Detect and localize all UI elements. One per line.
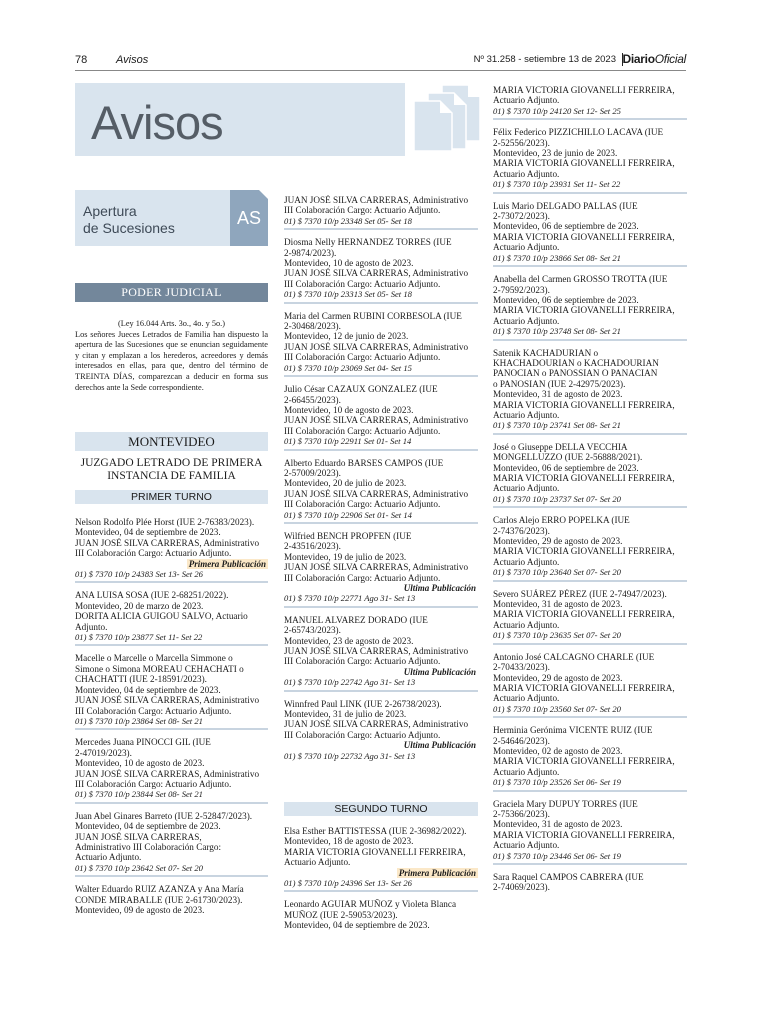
notice-entry	[75, 811, 268, 877]
notice-line: 2-75366/2023).	[493, 808, 550, 819]
publication-status: Ultima Publicación	[403, 583, 476, 593]
notice-line: MARIA VICTORIA GIOVANELLI FERREIRA,	[493, 829, 675, 840]
notice-reference: 01) $ 7370 10/p 22911 Set 01- Set 14	[284, 436, 412, 447]
notice-line: JUAN JOSÉ SILVA CARRERAS, Administrativo	[284, 719, 469, 730]
notice-line: Montevideo, 29 de agosto de 2023.	[493, 536, 623, 547]
notice-line: 2-66455/2023).	[284, 394, 341, 405]
notice-line: Montevideo, 19 de julio de 2023.	[284, 551, 407, 562]
intro-text: Los señores Jueces Letrados de Familia han dispuesto la apertura de las Sucesiones que se enuncian seguidamente y citan y emplazan a los herederos, acreedores y demás interesados en ellas, para que, dentro del término de TREINTA DÍAS, comparezcan a deducir en forma sus derechos ante la Sede correspondiente.	[75, 329, 268, 392]
notice-line: Actuario Adjunto.	[493, 168, 560, 179]
notice-line: MARIA VICTORIA GIOVANELLI FERREIRA,	[493, 609, 675, 620]
notice-line: Administrativo III Colaboración Cargo:	[75, 841, 222, 852]
issue-date: Nº 31.258 - setiembre 13 de 2023	[473, 54, 616, 65]
notice-line: MONGELLUZZO (IUE 2-56888/2021).	[493, 452, 643, 463]
notice-line: JUAN JOSÉ SILVA CARRERAS, Administrativo	[284, 268, 469, 279]
notice-reference: 01) $ 7370 10/p 24396 Set 13- Set 26	[284, 878, 412, 889]
notice-line: ANA LUISA SOSA (IUE 2-68251/2022).	[75, 590, 229, 601]
notice-entry	[493, 725, 687, 791]
notice-line: 2-54646/2023).	[493, 735, 550, 746]
notice-line: JUAN JOSÉ SILVA CARRERAS, Administrativo	[75, 695, 260, 706]
notice-line: Montevideo, 23 de junio de 2023.	[493, 148, 618, 159]
notice-line: Montevideo, 02 de agosto de 2023.	[493, 745, 623, 756]
section-banner	[75, 83, 405, 156]
notice-line: MARIA VICTORIA GIOVANELLI FERREIRA,	[493, 85, 675, 95]
notice-line: Julio César CAZAUX GONZALEZ (IUE	[284, 384, 438, 395]
notice-line: JUAN JOSÉ SILVA CARRERAS, Administrativo	[75, 768, 260, 779]
notice-line: Montevideo, 06 de septiembre de 2023.	[493, 221, 639, 232]
notice-line: Montevideo, 31 de agosto de 2023.	[493, 599, 623, 610]
notice-entry	[284, 311, 478, 377]
notice-line: Anabella del Carmen GROSSO TROTTA (IUE	[493, 274, 668, 285]
notice-line: 2-74069/2023).	[493, 882, 550, 893]
notice-line: Montevideo, 10 de agosto de 2023.	[75, 758, 205, 769]
notice-entry	[75, 737, 268, 803]
notice-line: Actuario Adjunto.	[493, 409, 560, 420]
notice-line: Winnfred Paul LINK (IUE 2-26738/2023).	[284, 698, 442, 709]
notice-reference: 01) $ 7370 10/p 23635 Set 07- Set 20	[493, 630, 621, 641]
notice-line: III Colaboración Cargo: Actuario Adjunto.	[75, 548, 232, 559]
notice-reference: 01) $ 7370 10/p 23446 Set 06- Set 19	[493, 850, 621, 861]
page-number: 78	[75, 54, 88, 66]
notice-reference: 01) $ 7370 10/p 23866 Set 08- Set 21	[493, 252, 621, 263]
notice-reference: 01) $ 7370 10/p 23741 Set 08- Set 21	[493, 420, 621, 431]
documents-icon	[412, 83, 482, 151]
notice-line: 2-43516/2023).	[284, 541, 341, 552]
notice-reference: 01) $ 7370 10/p 23844 Set 08- Set 21	[75, 789, 203, 800]
notice-line: Actuario Adjunto.	[493, 95, 560, 106]
intro-paragraph	[75, 319, 268, 393]
notice-line: MUÑOZ (IUE 2-59053/2023).	[284, 909, 398, 920]
notice-line: 2-47019/2023).	[75, 747, 132, 758]
notice-line: Alberto Eduardo BARSES CAMPOS (IUE	[284, 457, 444, 468]
notice-reference: 01) $ 7370 10/p 23348 Set 05- Set 18	[284, 215, 412, 226]
notice-entry	[284, 826, 478, 892]
notice-line: Sara Raquel CAMPOS CABRERA (IUE	[493, 872, 644, 882]
notice-reference: 01) $ 7370 10/p 23864 Set 08- Set 21	[75, 715, 203, 726]
notice-entry	[493, 201, 687, 267]
column-3	[493, 85, 687, 902]
notice-line: III Colaboración Cargo: Actuario Adjunto.	[284, 499, 441, 510]
notice-line: Carlos Alejo ERRO POPELKA (IUE	[493, 515, 630, 526]
notice-line: Graciela Mary DUPUY TORRES (IUE	[493, 798, 638, 809]
notice-line: PANOCIAN o PANOSSIAN O PANACIAN	[493, 368, 658, 379]
notice-line: III Colaboración Cargo: Actuario Adjunto.	[284, 656, 441, 667]
notice-line: III Colaboración Cargo: Actuario Adjunto.	[284, 352, 441, 363]
notice-entry	[493, 589, 687, 645]
notice-line: Montevideo, 18 de agosto de 2023.	[284, 836, 414, 847]
notice-reference: 01) $ 7370 10/p 23560 Set 07- Set 20	[493, 703, 621, 714]
notice-line: Montevideo, 23 de agosto de 2023.	[284, 635, 414, 646]
notice-line: Actuario Adjunto.	[493, 242, 560, 253]
notice-reference: 01) $ 7370 10/p 23069 Set 04- Set 15	[284, 362, 412, 373]
notice-line: MARIA VICTORIA GIOVANELLI FERREIRA,	[493, 473, 675, 483]
notice-entry	[284, 899, 478, 932]
notice-reference: 01) $ 7370 10/p 23642 Set 07- Set 20	[75, 862, 203, 873]
notice-line: JUAN JOSÉ SILVA CARRERAS, Administrativo	[284, 195, 469, 205]
notice-entry	[493, 85, 687, 120]
notice-line: Montevideo, 04 de septiembre de 2023.	[75, 821, 221, 832]
notice-line: Actuario Adjunto.	[284, 857, 351, 868]
notice-line: Montevideo, 06 de septiembre de 2023.	[493, 294, 639, 305]
notice-line: III Colaboración Cargo: Actuario Adjunto.	[284, 205, 441, 216]
notice-line: Montevideo, 06 de septiembre de 2023.	[493, 462, 639, 473]
notice-line: III Colaboración Cargo: Actuario Adjunto.	[284, 729, 441, 740]
notice-line: 2-57009/2023).	[284, 467, 341, 478]
notice-line: Juan Abel Ginares Barreto (IUE 2-52847/2023).	[75, 810, 253, 821]
notice-line: JUAN JOSÉ SILVA CARRERAS, Administrativo	[284, 488, 469, 499]
notice-entry	[75, 590, 268, 646]
notice-line: Montevideo, 04 de septiembre de 2023.	[75, 527, 221, 538]
column-1	[75, 517, 268, 924]
notice-entry	[493, 348, 687, 435]
publication-status: Primera Publicación	[398, 867, 476, 878]
notice-line: Montevideo, 10 de agosto de 2023.	[284, 404, 414, 415]
subsection-title: Apertura de Sucesiones	[83, 203, 175, 236]
notice-line: Montevideo, 31 de agosto de 2023.	[493, 819, 623, 830]
notice-line: JUAN JOSÉ SILVA CARRERAS, Administrativo	[284, 562, 469, 573]
notice-line: 2-79592/2023).	[493, 284, 550, 295]
notice-line: JUAN JOSÉ SILVA CARRERAS,	[75, 831, 202, 842]
notice-reference: 01) $ 7370 10/p 23526 Set 06- Set 19	[493, 777, 621, 788]
notice-entry	[493, 442, 687, 508]
notice-line: Maria del Carmen RUBINI CORBESOLA (IUE	[284, 310, 462, 321]
notice-reference: 01) $ 7370 10/p 23748 Set 08- Set 21	[493, 326, 621, 337]
notice-line: DORITA ALICIA GUIGOU SALVO, Actuario	[75, 611, 248, 622]
notice-line: 2-70433/2023).	[493, 662, 550, 673]
notice-line: Herminia Gerónima VICENTE RUIZ (IUE	[493, 725, 653, 736]
notice-reference: 01) $ 7370 10/p 23313 Set 05- Set 18	[284, 289, 412, 300]
notice-line: José o Giuseppe DELLA VECCHIA	[493, 441, 628, 452]
notice-line: Montevideo, 20 de julio de 2023.	[284, 478, 407, 489]
notice-line: Montevideo, 09 de agosto de 2023.	[75, 905, 205, 915]
notice-line: Elsa Esther BATTISTESSA (IUE 2-36982/2022).	[284, 826, 467, 836]
notice-line: Luis Mario DELGADO PALLAS (IUE	[493, 200, 638, 211]
notice-reference: 01) $ 7370 10/p 24383 Set 13- Set 26	[75, 569, 203, 580]
notice-line: 2-65743/2023).	[284, 625, 341, 636]
segundo-turno-heading: SEGUNDO TURNO	[284, 802, 478, 816]
notice-line: Mercedes Juana PINOCCI GIL (IUE	[75, 737, 211, 748]
notice-line: Montevideo, 31 de julio de 2023.	[284, 709, 407, 720]
publication-status: Ultima Publicación	[403, 740, 476, 751]
notice-line: 2-9874/2023).	[284, 247, 337, 258]
notice-line: III Colaboración Cargo: Actuario Adjunto.	[75, 705, 232, 716]
subsection-code: AS	[230, 190, 268, 246]
notice-line: Actuario Adjunto.	[493, 619, 560, 630]
notice-line: JUAN JOSÉ SILVA CARRERAS, Administrativo	[75, 537, 260, 548]
notice-line: MARIA VICTORIA GIOVANELLI FERREIRA,	[493, 546, 675, 557]
notice-reference: 01) $ 7370 10/p 23640 Set 07- Set 20	[493, 567, 621, 578]
column-2-primer-turno	[284, 195, 478, 770]
publication-status: Primera Publicación	[188, 558, 266, 569]
notice-line: Actuario Adjunto.	[493, 693, 560, 704]
subsection-header	[75, 190, 268, 246]
column-2-segundo-turno	[284, 826, 478, 940]
notice-line: Félix Federico PIZZICHILLO LACAVA (IUE	[493, 127, 664, 138]
montevideo-heading: MONTEVIDEO	[75, 432, 268, 451]
notice-line: Actuario Adjunto.	[493, 315, 560, 326]
notice-line: Walter Eduardo RUIZ AZANZA y Ana María	[75, 884, 244, 895]
notice-entry	[493, 799, 687, 865]
notice-line: Actuario Adjunto.	[493, 483, 560, 494]
notice-line: JUAN JOSÉ SILVA CARRERAS, Administrativo	[284, 341, 469, 352]
notice-line: III Colaboración Cargo: Actuario Adjunto.	[284, 425, 441, 436]
notice-entry	[493, 652, 687, 718]
notice-entry	[284, 384, 478, 450]
publication-logo: DiarioOficial	[622, 52, 686, 66]
notice-line: MARIA VICTORIA GIOVANELLI FERREIRA,	[493, 305, 675, 316]
notice-entry	[75, 653, 268, 730]
notice-line: 2-73072/2023).	[493, 211, 550, 222]
notice-reference: 01) $ 7370 10/p 23931 Set 11- Set 22	[493, 179, 621, 190]
notice-line: Actuario Adjunto.	[493, 840, 560, 851]
notice-line: o PANOSIAN (IUE 2-42975/2023).	[493, 378, 626, 389]
law-reference: (Ley 16.044 Arts. 3o., 4o. y 5o.)	[118, 319, 225, 328]
notice-line: Antonio José CALCAGNO CHARLE (IUE	[493, 651, 655, 662]
notice-entry	[284, 237, 478, 303]
poder-judicial-heading: PODER JUDICIAL	[75, 283, 268, 302]
notice-reference: 01) $ 7370 10/p 23737 Set 07- Set 20	[493, 493, 621, 504]
banner-title: Avisos	[91, 96, 223, 149]
notice-entry	[493, 515, 687, 581]
notice-line: Montevideo, 29 de agosto de 2023.	[493, 672, 623, 683]
notice-line: MARIA VICTORIA GIOVANELLI FERREIRA,	[493, 756, 675, 767]
notice-line: Actuario Adjunto.	[75, 852, 142, 863]
notice-line: III Colaboración Cargo: Actuario Adjunto.	[284, 572, 441, 583]
notice-entry	[75, 884, 268, 917]
notice-line: 2-52556/2023).	[493, 137, 550, 148]
notice-reference: 01) $ 7370 10/p 22771 Ago 31- Set 13	[284, 593, 416, 604]
notice-line: 2-74376/2023).	[493, 525, 550, 536]
notice-line: MARIA VICTORIA GIOVANELLI FERREIRA,	[493, 158, 675, 169]
notice-reference: 01) $ 7370 10/p 23877 Set 11- Set 22	[75, 632, 203, 643]
notice-line: 2-30468/2023).	[284, 321, 341, 332]
notice-line: Nelson Rodolfo Plée Horst (IUE 2-76383/2023).	[75, 517, 255, 527]
notice-line: III Colaboración Cargo: Actuario Adjunto.	[284, 278, 441, 289]
notice-line: MARIA VICTORIA GIOVANELLI FERREIRA,	[493, 231, 675, 242]
notice-line: MANUEL ALVAREZ DORADO (IUE	[284, 614, 428, 625]
notice-reference: 01) $ 7370 10/p 22742 Ago 31- Set 13	[284, 677, 416, 688]
notice-line: Diosma Nelly HERNANDEZ TORRES (IUE	[284, 237, 452, 248]
notice-entry	[493, 872, 687, 895]
notice-entry	[493, 127, 687, 193]
notice-entry	[284, 615, 478, 692]
notice-line: Montevideo, 20 de marzo de 2023.	[75, 600, 204, 611]
notice-line: Montevideo, 12 de junio de 2023.	[284, 331, 409, 342]
notice-entry	[284, 531, 478, 608]
notice-line: Montevideo, 04 de septiembre de 2023.	[75, 684, 221, 695]
notice-line: Actuario Adjunto.	[493, 556, 560, 567]
notice-line: Satenik KACHADURIAN o	[493, 347, 599, 358]
notice-reference: 01) $ 7370 10/p 24120 Set 12- Set 25	[493, 105, 621, 116]
notice-reference: 01) $ 7370 10/p 22906 Set 01- Set 14	[284, 509, 412, 520]
notice-line: Severo SUÁREZ PÉREZ (IUE 2-74947/2023).	[493, 588, 667, 599]
notice-line: Montevideo, 31 de agosto de 2023.	[493, 389, 623, 400]
notice-line: Macelle o Marcelle o Marcella Simmone o	[75, 653, 233, 664]
notice-line: Wilfried BENCH PROPFEN (IUE	[284, 530, 412, 541]
notice-line: MARIA VICTORIA GIOVANELLI FERREIRA,	[284, 846, 466, 857]
notice-entry	[284, 458, 478, 524]
notice-line: MARIA VICTORIA GIOVANELLI FERREIRA,	[493, 399, 675, 410]
notice-entry	[493, 274, 687, 340]
notice-line: CHACHATTI (IUE 2-18591/2023).	[75, 674, 207, 685]
page-header	[75, 52, 686, 71]
notice-entry	[284, 195, 478, 230]
notice-entry	[284, 699, 478, 763]
notice-line: JUAN JOSÉ SILVA CARRERAS, Administrativo	[284, 415, 469, 426]
notice-line: CONDE MIRABALLE (IUE 2-61730/2023).	[75, 894, 243, 905]
page-corner-fold	[259, 190, 268, 199]
notice-line: MARIA VICTORIA GIOVANELLI FERREIRA,	[493, 682, 675, 693]
notice-line: KHACHADOURIAN o KACHADOURIAN	[493, 357, 659, 368]
publication-status: Ultima Publicación	[403, 666, 476, 677]
section-name: Avisos	[116, 54, 149, 66]
notice-line: Leonardo AGUIAR MUÑOZ y Violeta Blanca	[284, 899, 457, 910]
notice-reference: 01) $ 7370 10/p 22732 Ago 31- Set 13	[284, 750, 416, 761]
notice-line: Actuario Adjunto.	[493, 766, 560, 777]
primer-turno-heading: PRIMER TURNO	[75, 490, 268, 504]
notice-line: Adjunto.	[75, 621, 108, 632]
notice-line: Simone o Simona MOREAU CEHACHATI o	[75, 663, 244, 674]
notice-line: JUAN JOSÉ SILVA CARRERAS, Administrativo	[284, 646, 469, 657]
notice-line: Montevideo, 04 de septiembre de 2023.	[284, 920, 430, 931]
notice-line: Montevideo, 10 de agosto de 2023.	[284, 258, 414, 269]
notice-entry	[75, 517, 268, 583]
notice-line: III Colaboración Cargo: Actuario Adjunto.	[75, 778, 232, 789]
juzgado-heading: JUZGADO LETRADO DE PRIMERA INSTANCIA DE FAMILIA	[80, 457, 263, 482]
